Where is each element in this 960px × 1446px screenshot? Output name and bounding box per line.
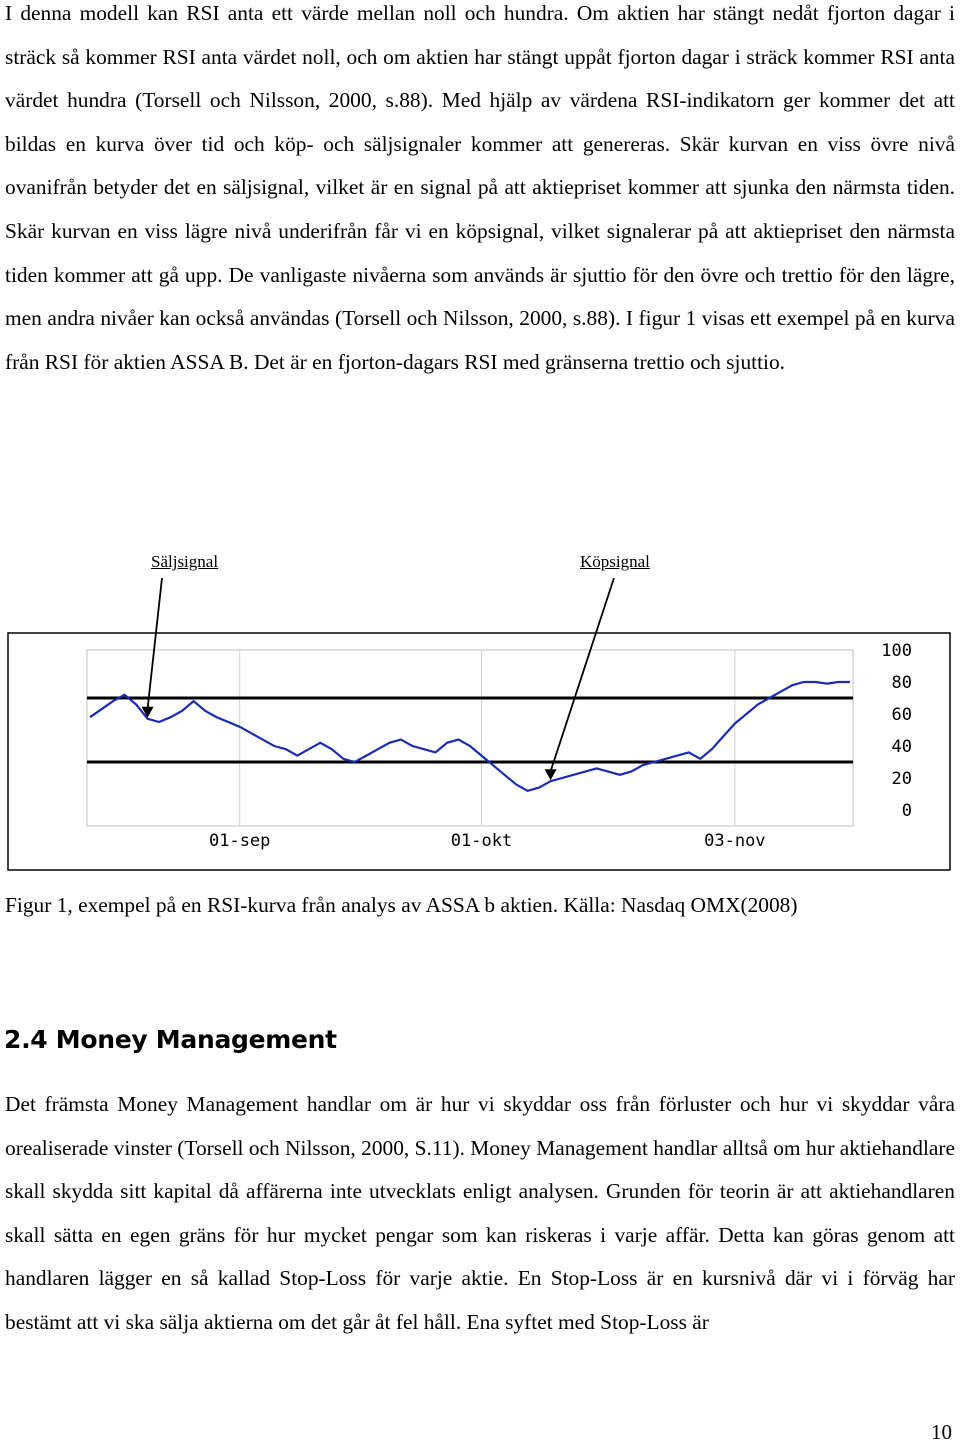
section-heading: 2.4 Money Management (4, 1025, 337, 1054)
y-tick-label: 60 (891, 705, 912, 725)
y-tick-label: 0 (901, 801, 912, 821)
page-number: 10 (931, 1420, 952, 1444)
body-paragraph-money-management: Det främsta Money Management handlar om är hur vi skyddar oss från förluster och hur vi skyddar våra orealiserade vinster (Torsell och Nilsson, 2000, S.11). Money Management handlar alltså om hur aktiehandlare skall skydda sitt kapital då affärerna inte utvecklats enligt analysen. Grunden för teorin är att aktiehandlaren skall sätta en egen gräns för hur mycket pengar som kan riskeras i varje affär. Detta kan göras genom att handlaren lägger en så kallad Stop-Loss för varje aktie. En Stop-Loss är en kursnivå där vi i förväg har bestämt att vi ska sälja aktierna om det går åt fel håll. Ena syftet med Stop-Loss är (5, 1092, 955, 1334)
plot-area (87, 650, 853, 826)
y-tick-label: 80 (891, 673, 912, 693)
y-tick-label: 40 (891, 737, 912, 757)
sell-signal-label: Säljsignal (151, 552, 219, 571)
figure-caption: Figur 1, exempel på en RSI-kurva från analys av ASSA b aktien. Källa: Nasdaq OMX(2008) (5, 893, 798, 917)
x-tick-label: 03-nov (704, 831, 766, 851)
y-tick-label: 20 (891, 769, 912, 789)
buy-signal-label: Köpsignal (580, 552, 650, 571)
x-tick-label: 01-sep (208, 831, 271, 851)
x-tick-label: 01-okt (450, 831, 513, 851)
y-tick-label: 100 (881, 641, 912, 661)
body-paragraph-rsi: I denna modell kan RSI anta ett värde mellan noll och hundra. Om aktien har stängt nedåt fjorton dagar i sträck så kommer RSI anta värdet noll, och om aktien har stängt uppåt fjorton dagar i sträck kommer RSI anta värdet hundra (Torsell och Nilsson, 2000, s.88). Med hjälp av värdena RSI-indikatorn ger kommer det att bildas en kurva över tid och köp- och säljsignaler kommer att genereras. Skär kurvan en viss övre nivå ovanifrån betyder det en säljsignal, vilket är en signal på att aktiepriset kommer att sjunka den närmsta tiden. Skär kurvan en viss lägre nivå underifrån får vi en köpsignal, vilket signalerar på att aktiepriset den närmsta tiden kommer att gå upp. De vanligaste nivåerna som används är sjuttio för den övre och trettio för den lägre, men andra nivåer kan också användas (Torsell och Nilsson, 2000, s.88). I figur 1 visas ett exempel på en kurva från RSI för aktien ASSA B. Det är en fjorton-dagars RSI med gränserna trettio och sjuttio. (5, 1, 955, 374)
rsi-chart (0, 578, 960, 878)
